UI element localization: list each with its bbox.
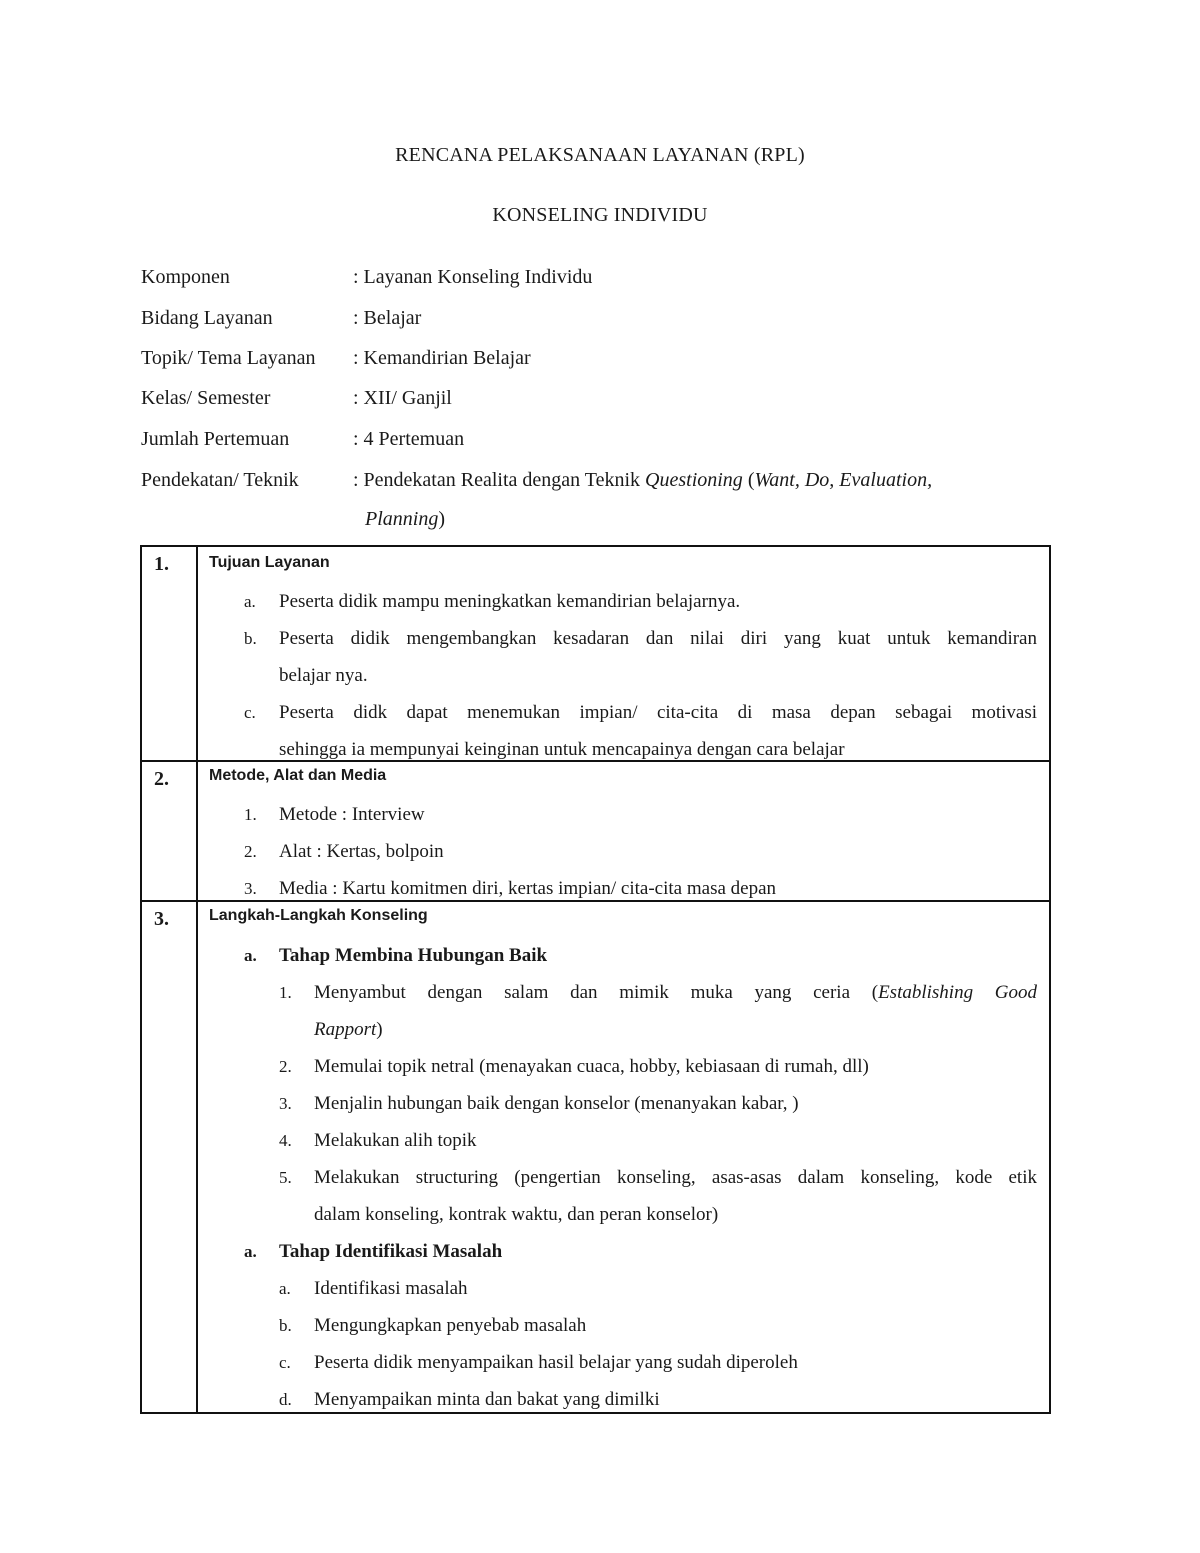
meta-value: : Layanan Konseling Individu — [353, 266, 593, 288]
meta-value: : Kemandirian Belajar — [353, 347, 531, 369]
stage-title: Tahap Membina Hubungan Baik — [279, 945, 548, 966]
section-number-cell — [142, 762, 198, 900]
step-marker: 1. — [279, 983, 292, 1002]
step-text: Memulai topik netral (menayakan cuaca, hobby, kebiasaan di rumah, dll) — [314, 1056, 869, 1077]
meta-label: Topik/ Tema Layanan — [141, 347, 316, 369]
list-text: Peserta didik mampu meningkatkan kemandirian belajarnya. — [279, 591, 741, 612]
list-text: Media : Kartu komitmen diri, kertas impian/ cita-cita masa depan — [279, 878, 777, 899]
approach-paren: ( — [742, 469, 755, 491]
section-heading: Tujuan Layanan — [209, 554, 330, 571]
approach-steps: Want, Do, Evaluation, — [754, 469, 933, 491]
meta-label: Kelas/ Semester — [141, 387, 271, 409]
step-marker: 2. — [279, 1057, 292, 1076]
document-title: RENCANA PELAKSANAAN LAYANAN (RPL) — [395, 144, 805, 166]
section-heading: Langkah-Langkah Konseling — [209, 907, 428, 924]
section-tujuan-layanan — [142, 547, 1049, 762]
stage-marker: a. — [244, 1242, 257, 1261]
approach-text: : Pendekatan Realita dengan Teknik — [353, 469, 646, 491]
step-marker: c. — [279, 1353, 291, 1372]
list-marker: b. — [244, 629, 257, 648]
list-text: belajar nya. — [279, 665, 368, 686]
list-marker: 3. — [244, 879, 257, 898]
document-subtitle: KONSELING INDIVIDU — [492, 204, 708, 226]
step-text: Melakukan alih topik — [314, 1130, 477, 1151]
approach-steps-continued — [365, 504, 445, 534]
step-text-part: ) — [376, 1019, 383, 1040]
step-marker: a. — [279, 1279, 291, 1298]
list-marker: 1. — [244, 805, 257, 824]
step-marker: 3. — [279, 1094, 292, 1113]
section-langkah-konseling — [142, 902, 1049, 1414]
list-text: Metode : Interview — [279, 804, 425, 825]
stage-marker: a. — [244, 946, 257, 965]
step-text-part: Menyambut dengan salam dan mimik muka yang ceria ( — [314, 982, 879, 1003]
list-text: Peserta didk dapat menemukan impian/ cita-cita di masa depan sebagai motivasi — [279, 702, 1037, 723]
step-marker: 4. — [279, 1131, 292, 1150]
section-number: 3. — [154, 908, 169, 930]
section-number-cell — [142, 547, 198, 760]
list-marker: c. — [244, 703, 256, 722]
meta-value: : 4 Pertemuan — [353, 428, 465, 450]
section-number-cell — [142, 902, 198, 1412]
step-marker: 5. — [279, 1168, 292, 1187]
step-text: Peserta didik menyampaikan hasil belajar yang sudah diperoleh — [314, 1352, 798, 1373]
list-marker: 2. — [244, 842, 257, 861]
step-text-term: Establishing Good — [878, 982, 1037, 1003]
list-text: sehingga ia mempunyai keinginan untuk mencapainya dengan cara belajar — [279, 739, 845, 760]
section-number: 2. — [154, 768, 169, 790]
meta-label: Komponen — [141, 266, 230, 288]
meta-value: : Belajar — [353, 307, 422, 329]
step-text — [314, 974, 1037, 1011]
step-text: Melakukan structuring (pengertian konseling, asas-asas dalam konseling, kode etik — [314, 1167, 1037, 1188]
step-text — [314, 1011, 1037, 1048]
section-number: 1. — [154, 553, 169, 575]
step-text: dalam konseling, kontrak waktu, dan peran konselor) — [314, 1204, 719, 1225]
stage-title: Tahap Identifikasi Masalah — [279, 1241, 503, 1262]
step-marker: b. — [279, 1316, 292, 1335]
approach-step-planning: Planning — [365, 508, 439, 530]
approach-technique: Questioning — [645, 469, 743, 491]
list-text: Alat : Kertas, bolpoin — [279, 841, 444, 862]
section-heading: Metode, Alat dan Media — [209, 767, 387, 784]
step-text: Mengungkapkan penyebab masalah — [314, 1315, 587, 1336]
step-text: Menjalin hubungan baik dengan konselor (menanyakan kabar, ) — [314, 1093, 799, 1114]
section-metode-alat-media — [142, 762, 1049, 902]
meta-label: Bidang Layanan — [141, 307, 273, 329]
step-text: Menyampaikan minta dan bakat yang dimilki — [314, 1389, 660, 1410]
rpl-table — [140, 545, 1051, 1414]
approach-paren-close: ) — [438, 508, 446, 530]
step-text: Identifikasi masalah — [314, 1278, 468, 1299]
meta-label: Jumlah Pertemuan — [141, 428, 290, 450]
meta-label: Pendekatan/ Teknik — [141, 469, 299, 491]
step-marker: d. — [279, 1390, 292, 1409]
meta-value: : XII/ Ganjil — [353, 387, 452, 409]
list-text: Peserta didik mengembangkan kesadaran dan nilai diri yang kuat untuk kemandiran — [279, 628, 1037, 649]
meta-value-approach — [353, 465, 932, 495]
step-text-term: Rapport — [314, 1019, 377, 1040]
list-marker: a. — [244, 592, 256, 611]
